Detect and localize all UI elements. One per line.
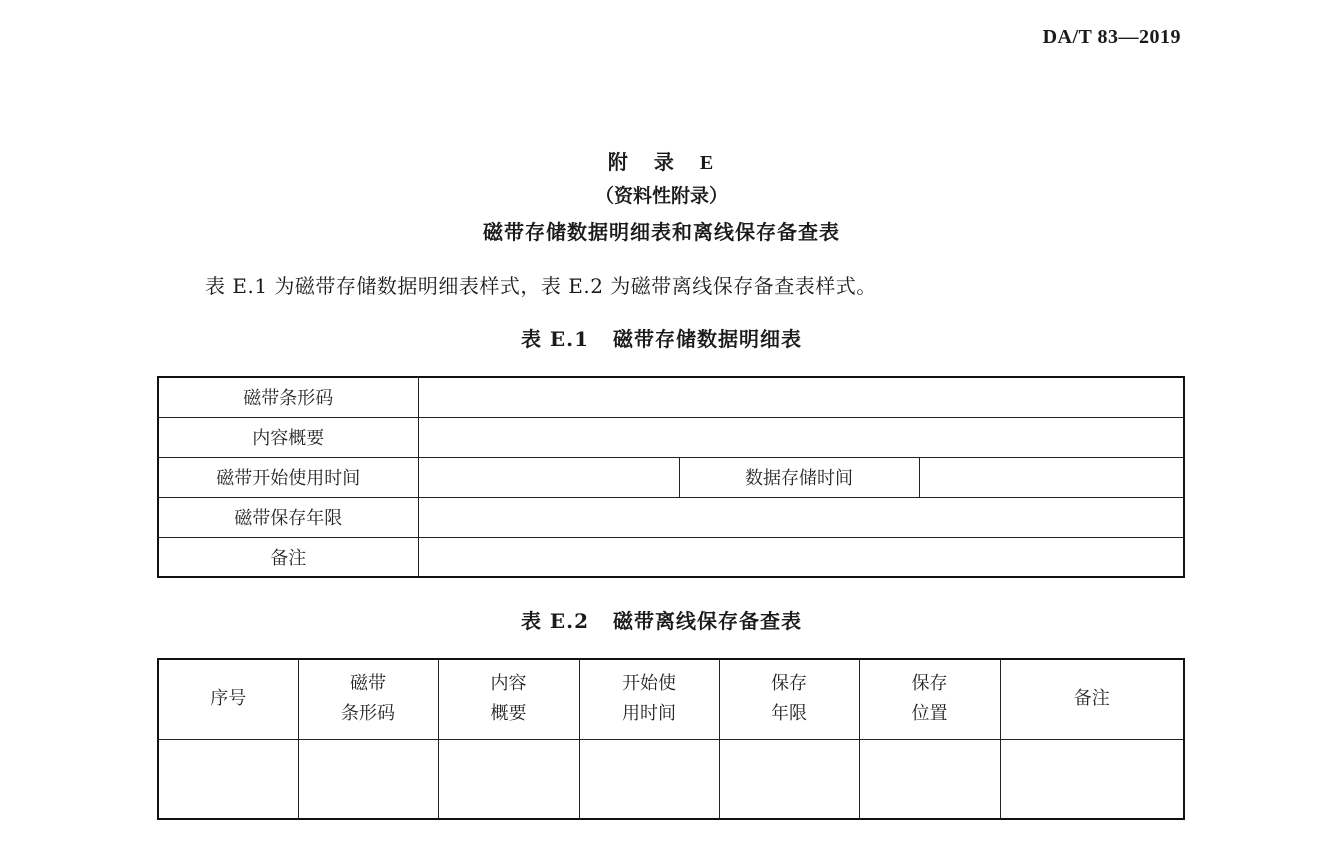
appendix-heading: 磁带存储数据明细表和离线保存备查表 <box>483 220 840 244</box>
table2-caption-id: 表 E.2 <box>520 609 590 633</box>
tape-offline-record-table <box>157 658 1185 820</box>
row-label-start-time: 磁带开始使用时间 <box>158 457 418 497</box>
table-header-row <box>158 659 1184 739</box>
data-cell[interactable] <box>298 739 438 819</box>
value-cell-barcode[interactable] <box>418 377 1184 417</box>
value-cell-storage-time[interactable] <box>919 457 1184 497</box>
header-tape-barcode <box>298 659 438 739</box>
table1-caption-title: 磁带存储数据明细表 <box>613 327 803 351</box>
row-label-storage-time: 数据存储时间 <box>679 457 919 497</box>
header-line: 概要 <box>490 703 527 725</box>
appendix-nature: （资料性附录） <box>594 185 728 207</box>
data-cell[interactable] <box>579 739 719 819</box>
value-cell-remarks[interactable] <box>418 537 1184 577</box>
appendix-letter: E <box>699 152 716 174</box>
intro-paragraph: 表 E.1 为磁带存储数据明细表样式，表 E.2 为磁带离线保存备查表样式。 <box>205 274 877 298</box>
row-label-remarks: 备注 <box>158 537 418 577</box>
header-line: 备注 <box>1073 688 1110 710</box>
value-cell-content[interactable] <box>418 417 1184 457</box>
header-retention <box>719 659 859 739</box>
header-line: 磁带 <box>350 673 386 695</box>
header-serial-no <box>158 659 298 739</box>
header-remarks <box>1000 659 1184 739</box>
header-line: 保存 <box>911 673 948 695</box>
value-cell-retention[interactable] <box>418 497 1184 537</box>
table2-caption <box>0 605 1323 634</box>
appendix-label-2: 录 <box>653 150 676 174</box>
header-line: 年限 <box>771 703 807 725</box>
header-line: 条形码 <box>341 703 395 725</box>
value-cell-start-time[interactable] <box>418 457 679 497</box>
table1-caption <box>0 323 1323 352</box>
data-cell[interactable] <box>859 739 1000 819</box>
appendix-title <box>0 146 1323 175</box>
data-cell[interactable] <box>1000 739 1184 819</box>
row-label-content: 内容概要 <box>158 417 418 457</box>
standard-code: DA/T 83—2019 <box>1042 26 1181 48</box>
data-cell[interactable] <box>719 739 859 819</box>
table-row <box>158 537 1184 577</box>
header-line: 位置 <box>911 703 948 725</box>
table-row <box>158 417 1184 457</box>
header-line: 序号 <box>210 688 247 710</box>
row-label-barcode: 磁带条形码 <box>158 377 418 417</box>
header-content-summary <box>438 659 579 739</box>
row-label-retention: 磁带保存年限 <box>158 497 418 537</box>
table1-caption-id: 表 E.1 <box>520 327 590 351</box>
table2-caption-title: 磁带离线保存备查表 <box>613 609 803 633</box>
header-line: 开始使 <box>622 673 676 695</box>
appendix-label: 附 <box>607 150 630 174</box>
table-row <box>158 457 1184 497</box>
header-line: 内容 <box>490 673 527 695</box>
data-cell[interactable] <box>438 739 579 819</box>
table-row <box>158 497 1184 537</box>
header-location <box>859 659 1000 739</box>
table-row <box>158 739 1184 819</box>
tape-storage-detail-table <box>157 376 1185 578</box>
header-line: 用时间 <box>622 703 676 725</box>
header-start-time <box>579 659 719 739</box>
header-line: 保存 <box>771 673 807 695</box>
data-cell[interactable] <box>158 739 298 819</box>
table-row <box>158 377 1184 417</box>
